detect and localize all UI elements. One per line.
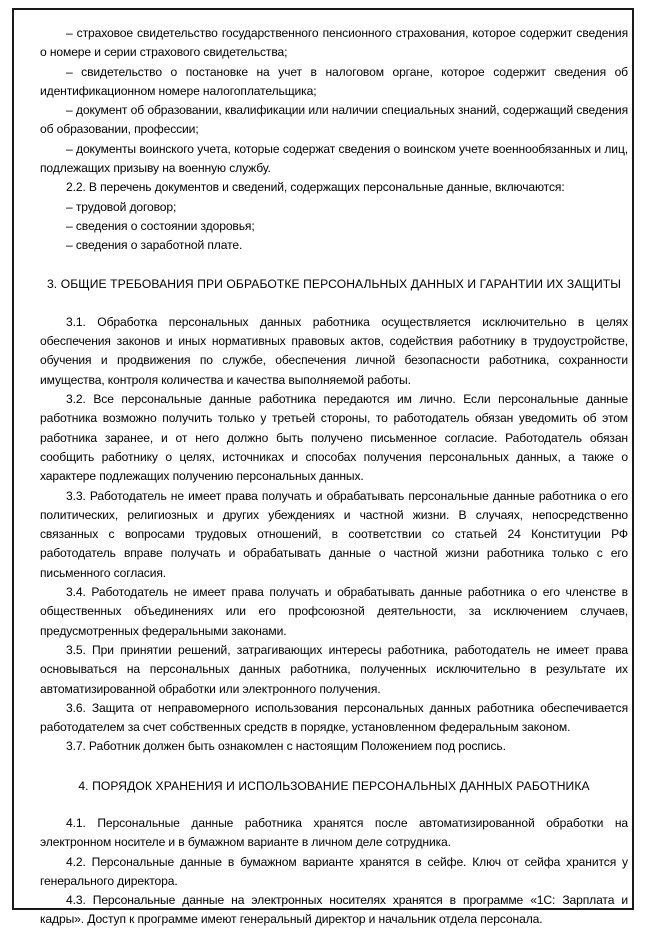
clause-4-1: 4.1. Персональные данные работника хранятся после автоматизированной обработки на электронном носителе и в бумажном варианте в личном деле сотрудника. — [40, 815, 628, 850]
list-item: – трудовой договор; — [66, 199, 177, 214]
document-body — [40, 24, 628, 930]
page-border-frame — [12, 8, 634, 927]
list-item: – сведения о состоянии здоровья; — [66, 218, 255, 233]
clause-3-4: 3.4. Работодатель не имеет права получать и обрабатывать данные работника о его членстве в общественных объединениях или его профсоюзной деятельности, за исключением случаев, предусмотренных федеральными законами. — [40, 585, 628, 638]
section-heading-3: 3. ОБЩИЕ ТРЕБОВАНИЯ ПРИ ОБРАБОТКЕ ПЕРСОНАЛЬНЫХ ДАННЫХ И ГАРАНТИИ ИХ ЗАЩИТЫ — [46, 276, 622, 291]
clause-3-7: 3.7. Работник должен быть ознакомлен с настоящим Положением под роспись. — [66, 739, 506, 754]
clause-3-6: 3.6. Защита от неправомерного использования персональных данных работника обеспечивается работодателем за счет собственных средств в порядке, установленном федеральным законом. — [40, 700, 628, 735]
list-item: – документы воинского учета, которые содержат сведения о воинском учете военнообязанных и лиц, подлежащих призыву на военную службу. — [40, 141, 628, 176]
list-item: – страховое свидетельство государственного пенсионного страхования, которое содержит сведения о номере и серии страхового свидетельства; — [40, 26, 628, 60]
list-item: – документ об образовании, квалификации или наличии специальных знаний, содержащий сведения об образовании, профессии; — [40, 103, 628, 137]
clause-3-1: 3.1. Обработка персональных данных работника осуществляется исключительно в целях обеспечения законов и иных нормативных правовых актов, содействия работнику в трудоустройстве, обучения и продвижения по службе, обеспечения личной безопасности работника, сохранности имущества, контроля количества и качества выполняемой работы. — [40, 314, 628, 387]
list-item: – свидетельство о постановке на учет в налоговом органе, которое содержит сведения об идентификационном номере налогоплательщика; — [40, 64, 628, 98]
section-heading-4: 4. ПОРЯДОК ХРАНЕНИЯ И ИСПОЛЬЗОВАНИЕ ПЕРСОНАЛЬНЫХ ДАННЫХ РАБОТНИКА — [78, 778, 590, 793]
clause-3-5: 3.5. При принятии решений, затрагивающих интересы работника, работодатель не имеет права основываться на персональных данных работника, полученных исключительно в результате их автоматизированной обработки или электронного получения. — [40, 642, 628, 696]
clause-3-2: 3.2. Все персональные данные работника передаются им лично. Если персональные данные работника возможно получить только у третьей стороны, то работодатель обязан уведомить об этом работника заранее, и от него должно быть получено письменное согласие. Работодатель обязан сообщить работнику о целях, источниках и способах получения персональных данных, а также о характере подлежащих получению персональных данных. — [40, 392, 628, 484]
list-item: – сведения о заработной плате. — [66, 238, 243, 253]
clause-4-2: 4.2. Персональные данные в бумажном варианте хранятся в сейфе. Ключ от сейфа хранится у генерального директора. — [40, 854, 628, 888]
clause-2-2: 2.2. В перечень документов и сведений, содержащих персональные данные, включаются: — [66, 180, 565, 195]
clause-3-3: 3.3. Работодатель не имеет права получать и обрабатывать персональные данные работника о его политических, религиозных и других убеждениях и частной жизни. В случаях, непосредственно связанных с вопросами трудовых отношений, в соответствии со статьей 24 Конституции РФ работодатель вправе получать и обрабатывать данные о частной жизни работника только с его письменного согласия. — [40, 488, 628, 580]
clause-4-3: 4.3. Персональные данные на электронных носителях хранятся в программе «1С: Зарплата и кадры». Доступ к программе имеют генеральный директор и начальник отдела персонала. — [40, 893, 628, 927]
